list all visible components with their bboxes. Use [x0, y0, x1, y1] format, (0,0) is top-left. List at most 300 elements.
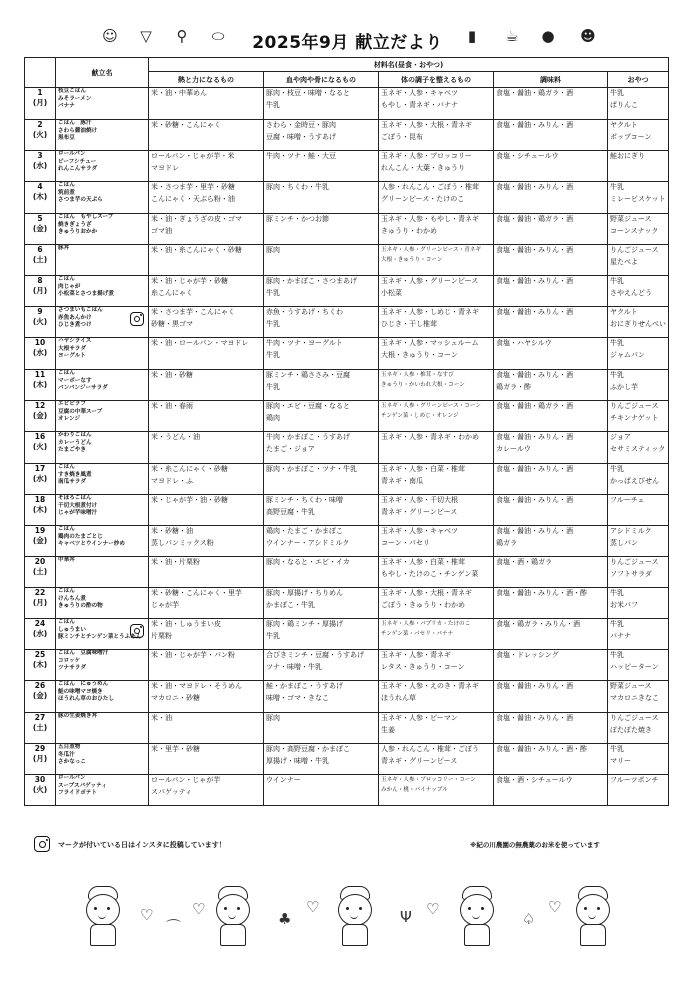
dish-cell: [56, 88, 149, 120]
dish-cell-line: ヨーグルト: [58, 353, 86, 360]
vitamin-cell: [379, 650, 494, 681]
energy-cell: [149, 338, 264, 370]
protein-cell-line: たまご・ジョア: [266, 444, 315, 453]
vitamin-cell-line: 玉ネギ・人参・パプリカ・たけのこ: [381, 621, 471, 627]
vitamin-cell-line: 玉ネギ・人参・えのき・青ネギ: [381, 682, 479, 690]
dish-cell-line: ロールパン: [58, 151, 86, 157]
table-row: [25, 588, 669, 619]
day-cell: [25, 88, 56, 120]
dish-cell-line: 筑前煮: [58, 189, 75, 196]
protein-cell-line: 豚肉: [266, 714, 280, 722]
weekday: (月): [32, 597, 48, 607]
protein-cell: [264, 120, 379, 151]
protein-cell: [264, 370, 379, 401]
protein-cell: [264, 650, 379, 681]
protein-cell-line: 豚肉・かまぼこ・ツナ・牛乳: [266, 465, 357, 473]
snack-cell-line: お米パフ: [610, 600, 638, 609]
energy-header: 熱と力になるもの: [149, 72, 264, 88]
child-illustration: [210, 886, 254, 946]
day-number: 6: [37, 245, 43, 254]
protein-cell: [264, 775, 379, 806]
energy-cell-line: 米・油・ロールパン・マヨドレ: [151, 339, 249, 347]
energy-cell-line: 砂糖・黒ゴマ: [151, 319, 193, 328]
day-cell: [25, 557, 56, 588]
menu-table: [24, 57, 669, 806]
protein-cell-line: 赤魚・うすあげ・ちくわ: [266, 308, 343, 316]
day-cell: [25, 214, 56, 245]
day-cell: [25, 338, 56, 370]
protein-cell: [264, 307, 379, 338]
snack-cell-line: 牛乳: [610, 651, 624, 659]
table-row: [25, 338, 669, 370]
protein-cell: [264, 401, 379, 432]
seasoning-cell-line: 食塩・醤油・鶏ガラ・酒: [496, 215, 573, 223]
dish-cell: [56, 495, 149, 526]
table-row: [25, 681, 669, 713]
heart-icon: ♡: [426, 900, 440, 918]
dish-cell: [56, 182, 149, 214]
dish-cell: [56, 526, 149, 557]
vitamin-cell: [379, 713, 494, 744]
day-number: 26: [34, 681, 46, 690]
child-illustration: [454, 886, 498, 946]
dish-cell-line: きゅうりの酢の物: [58, 603, 103, 610]
protein-cell-line: 牛乳: [266, 100, 280, 109]
heart-icon: ♡: [306, 898, 320, 916]
day-number: 1: [37, 88, 43, 97]
snack-cell-line: 牛乳: [610, 589, 624, 597]
energy-cell: [149, 744, 264, 775]
energy-cell: [149, 151, 264, 182]
day-cell: [25, 276, 56, 307]
vitamin-cell-line: 玉ネギ・人参・ピーマン: [381, 714, 458, 722]
day-number: 8: [37, 276, 43, 285]
dish-cell-line: さわら醤油焼け: [58, 127, 98, 134]
table-row: [25, 650, 669, 681]
snack-cell-line: りんごジュース: [610, 558, 659, 566]
seasoning-cell: [494, 182, 608, 214]
energy-cell: [149, 650, 264, 681]
snack-cell: [608, 744, 669, 775]
vitamin-cell-line: 大根・きゅうり・コーン: [381, 257, 443, 263]
energy-cell: [149, 619, 264, 650]
child-illustration: [332, 886, 376, 946]
instagram-icon: [34, 836, 50, 852]
dish-cell-line: けんちん煮: [58, 595, 86, 602]
dish-cell: [56, 151, 149, 182]
snack-cell-line: マカロニきなこ: [610, 693, 659, 702]
day-cell: [25, 120, 56, 151]
day-number: 29: [34, 744, 46, 753]
protein-cell: [264, 432, 379, 464]
snack-cell-line: マリー: [610, 756, 631, 765]
vitamin-cell-line: 玉ネギ・人参・ブロッコリー: [381, 152, 472, 160]
dish-cell-line: キャベツとウインナー炒め: [58, 541, 125, 548]
vitamin-cell-line: れんこん・大葉・きゅうり: [381, 163, 465, 172]
heart-icon: ♡: [548, 898, 562, 916]
seasoning-cell-line: 食塩・鶏ガラ・みりん・酒: [496, 620, 580, 628]
vitamin-cell-line: 玉ネギ・人参・白菜・椎茸: [381, 558, 465, 566]
dish-cell-line: ごはん もやしスープ: [58, 214, 114, 220]
protein-cell-line: 牛乳: [266, 319, 280, 328]
seasoning-cell: [494, 276, 608, 307]
snack-cell: [608, 775, 669, 806]
energy-cell: [149, 401, 264, 432]
vitamin-cell: [379, 214, 494, 245]
energy-cell-line: 米・砂糖・こんにゃく: [151, 121, 221, 129]
snack-cell-line: コーンスナック: [610, 226, 659, 235]
snack-cell: [608, 619, 669, 650]
seasoning-cell-line: 食塩・醤油・みりん・酒: [496, 714, 573, 722]
dish-cell-line: ハヤシライス: [58, 338, 92, 344]
instagram-icon: [130, 624, 144, 638]
dish-cell-line: カレーうどん: [58, 439, 92, 446]
seasoning-cell: [494, 464, 608, 495]
snack-cell-line: 牛乳: [610, 371, 624, 379]
vitamin-cell-line: 人参・れんこん・ごぼう・椎茸: [381, 183, 479, 191]
protein-cell-line: 牛肉・ツナ・ヨーグルト: [266, 339, 343, 347]
dish-cell-line: オレンジ: [58, 416, 81, 423]
day-cell: [25, 307, 56, 338]
day-number: 24: [34, 619, 46, 628]
dish-cell-line: バンバンジーサラダ: [58, 385, 108, 392]
snack-cell: [608, 401, 669, 432]
seasoning-cell-line: 食塩・シチュールウ: [496, 152, 559, 160]
dish-cell: [56, 464, 149, 495]
dish-cell-line: ごはん: [58, 619, 75, 625]
snack-cell: [608, 370, 669, 401]
child-illustration: [570, 886, 614, 946]
protein-cell-line: 鶏肉: [266, 413, 280, 422]
vitamin-cell-line: 玉ネギ・人参・大根・青ネギ: [381, 121, 472, 129]
energy-cell: [149, 557, 264, 588]
dish-cell: [56, 307, 149, 338]
dish-cell-line: ほうれん草のおひたし: [58, 696, 114, 703]
snack-cell-line: チキンナゲット: [610, 413, 659, 422]
energy-cell-line: 米・さつま芋・こんにゃく: [151, 308, 235, 316]
snack-cell-line: ぱりんこ: [610, 100, 638, 109]
vitamin-cell-line: みかん・桃・パイナップル: [381, 787, 448, 793]
day-number: 4: [37, 182, 43, 191]
day-cell: [25, 182, 56, 214]
energy-cell-line: ロールパン・じゃが芋・米: [151, 152, 235, 160]
protein-cell-line: 豚肉: [266, 246, 280, 254]
dish-cell-line: ごはん: [58, 464, 75, 470]
energy-cell: [149, 588, 264, 619]
seasoning-cell: [494, 526, 608, 557]
day-number: 25: [34, 650, 46, 659]
protein-cell-line: 牛乳: [266, 288, 280, 297]
dish-cell-line: ごはん: [58, 526, 75, 532]
snack-cell-line: ソフトサラダ: [610, 569, 652, 578]
vitamin-header: 体の調子を整えるもの: [379, 72, 494, 88]
weekday: (木): [32, 379, 48, 389]
seasoning-cell-line: カレールウ: [496, 444, 531, 453]
snack-cell-line: 牛乳: [610, 465, 624, 473]
energy-cell: [149, 495, 264, 526]
vitamin-cell: [379, 88, 494, 120]
energy-cell-line: 米・油・ぎょうざの皮・ゴマ: [151, 215, 242, 223]
vitamin-cell: [379, 681, 494, 713]
weekday: (月): [32, 285, 48, 295]
day-cell: [25, 370, 56, 401]
vitamin-cell-line: コーン・パセリ: [381, 538, 430, 547]
weekday: (土): [32, 254, 48, 264]
snack-cell: [608, 307, 669, 338]
day-number: 9: [37, 307, 43, 316]
day-cell: [25, 245, 56, 276]
seasoning-cell: [494, 557, 608, 588]
weekday: (水): [32, 473, 48, 483]
energy-cell: [149, 713, 264, 744]
energy-cell-line: 片栗粉: [151, 631, 172, 640]
snack-cell: [608, 245, 669, 276]
energy-cell-line: マカロニ・砂糖: [151, 693, 200, 702]
energy-cell: [149, 214, 264, 245]
dish-cell-line: ごはん: [58, 588, 75, 594]
seasoning-cell-line: 食塩・醤油・みりん・酒: [496, 183, 573, 191]
energy-cell-line: 米・油・糸こんにゃく・砂糖: [151, 246, 242, 254]
dish-cell-line: マーボーなす: [58, 377, 92, 384]
dish-cell-line: たまごやき: [58, 447, 86, 454]
snack-cell-line: フルーツポンチ: [610, 776, 659, 784]
dish-cell-line: すき焼き風煮: [58, 471, 92, 478]
snack-cell-line: さやえんどう: [610, 288, 652, 297]
vitamin-cell: [379, 557, 494, 588]
snack-cell-line: アシドミルク: [610, 527, 652, 535]
snack-cell: [608, 276, 669, 307]
seasoning-cell: [494, 401, 608, 432]
snack-cell: [608, 338, 669, 370]
page-title: 2025年9月 献立だより: [252, 33, 443, 53]
energy-cell-line: 米・油・じゃが芋・砂糖: [151, 277, 228, 285]
energy-cell: [149, 526, 264, 557]
table-row: [25, 88, 669, 120]
snack-cell-line: ポップコーン: [610, 132, 652, 141]
instagram-note: マークが付いている日はインスタに投稿しています！: [58, 841, 226, 849]
snack-cell: [608, 88, 669, 120]
day-number: 19: [34, 526, 46, 535]
seasoning-cell-line: 食塩・酒・シチュールウ: [496, 776, 573, 784]
protein-cell-line: ウインナー・アシドミルク: [266, 538, 350, 547]
dish-cell-line: 鮭の味噌マヨ焼き: [58, 688, 103, 695]
snack-cell: [608, 495, 669, 526]
energy-cell-line: ロールパン・じゃが芋: [151, 776, 221, 784]
table-row: [25, 713, 669, 744]
seasoning-cell: [494, 495, 608, 526]
snack-cell: [608, 526, 669, 557]
vitamin-cell: [379, 619, 494, 650]
dish-cell-line: ごはん にゅうめん: [58, 681, 109, 687]
seasoning-cell-line: 鶏ガラ・酢: [496, 382, 531, 391]
protein-cell-line: 牛肉・ツナ・鮭・大豆: [266, 152, 336, 160]
table-row: [25, 120, 669, 151]
dish-cell-line: きゅうりおかか: [58, 229, 98, 236]
bottle-icon: ▮: [467, 27, 477, 45]
protein-cell-line: 豚ミンチ・かつお節: [266, 215, 329, 223]
seasoning-cell: [494, 370, 608, 401]
vitamin-cell-line: 青ネギ・南瓜: [381, 476, 423, 485]
weekday: (金): [32, 223, 48, 233]
table-row: [25, 619, 669, 650]
vitamin-cell-line: もやし・青ネギ・バナナ: [381, 100, 458, 109]
protein-cell: [264, 495, 379, 526]
snack-header: おやつ: [608, 72, 669, 88]
dish-cell-line: さつまいもごはん: [58, 307, 103, 313]
seasoning-cell-line: 鶏ガラ: [496, 538, 517, 547]
seasoning-cell: [494, 245, 608, 276]
dish-cell-line: 豆腐の中華スープ: [58, 408, 103, 415]
day-cell: [25, 775, 56, 806]
fork-icon: Ψ: [400, 908, 412, 926]
vitamin-cell-line: 玉ネギ・人参・グリーンピース・コーン: [381, 403, 481, 409]
weekday: (木): [32, 659, 48, 669]
dish-cell: [56, 619, 149, 650]
protein-cell: [264, 88, 379, 120]
seasoning-cell: [494, 650, 608, 681]
protein-cell: [264, 744, 379, 775]
vitamin-cell-line: ごぼう・きゅうり・わかめ: [381, 600, 465, 609]
energy-cell: [149, 681, 264, 713]
vitamin-cell-line: 小松菜: [381, 288, 402, 297]
protein-cell-line: 豚ミンチ・鶏ささみ・豆腐: [266, 371, 350, 379]
dish-cell-line: 枝豆ごはん: [58, 88, 86, 94]
instagram-icon: [130, 312, 144, 326]
snack-cell-line: ジョア: [610, 433, 631, 441]
energy-cell: [149, 464, 264, 495]
seasoning-cell: [494, 744, 608, 775]
seasoning-cell-line: 食塩・醤油・みりん・酒: [496, 121, 573, 129]
dish-cell-line: 豚ミンチとチンゲン菜とうふあん: [58, 634, 142, 641]
snack-cell-line: 蒸しパン: [610, 538, 638, 547]
snack-cell: [608, 557, 669, 588]
day-cell: [25, 588, 56, 619]
table-row: [25, 401, 669, 432]
seasoning-cell-line: 食塩・醤油・みりん・酒・酢: [496, 745, 587, 753]
weekday: (土): [32, 722, 48, 732]
seasoning-cell-line: 食塩・ハヤシルウ: [496, 339, 552, 347]
protein-cell-line: 厚揚げ・味噌・牛乳: [266, 756, 329, 765]
whisk-icon: ⚲: [176, 27, 188, 45]
day-number: 3: [37, 151, 43, 160]
protein-cell-line: 豚肉・かまぼこ・さつまあげ: [266, 277, 357, 285]
energy-cell-line: 米・砂糖・油: [151, 527, 193, 535]
dish-cell-line: ごはん 豆腐味噌汁: [58, 650, 109, 656]
vitamin-cell-line: 玉ネギ・人参・キャベツ: [381, 527, 458, 535]
weekday: (水): [32, 628, 48, 638]
bread-icon: ⬭: [211, 27, 225, 45]
snack-cell: [608, 214, 669, 245]
vitamin-cell-line: グリーンピース・たけのこ: [381, 194, 465, 203]
weekday: (水): [32, 160, 48, 170]
day-cell: [25, 681, 56, 713]
day-cell: [25, 713, 56, 744]
weekday: (金): [32, 690, 48, 700]
vitamin-cell: [379, 120, 494, 151]
seasoning-cell-line: 食塩・醤油・みりん・酒: [496, 682, 573, 690]
vitamin-cell-line: 玉ネギ・人参・白菜・椎茸: [381, 465, 465, 473]
dish-cell: [56, 432, 149, 464]
protein-cell: [264, 151, 379, 182]
dish-cell: [56, 681, 149, 713]
seasoning-cell-line: 食塩・醤油・みりん・酒: [496, 246, 573, 254]
weekday: (月): [32, 97, 48, 107]
seasoning-cell: [494, 619, 608, 650]
weekday: (木): [32, 504, 48, 514]
dish-cell: [56, 650, 149, 681]
energy-cell: [149, 307, 264, 338]
snack-cell-line: 牛乳: [610, 745, 624, 753]
protein-cell-line: さわら・金時豆・豚肉: [266, 121, 336, 129]
vitamin-cell: [379, 464, 494, 495]
snack-cell-line: おにぎりせんべい: [610, 319, 666, 328]
dish-cell-line: エビピラフ: [58, 401, 86, 407]
snack-cell-line: 野菜ジュース: [610, 682, 652, 690]
day-number: 18: [34, 495, 46, 504]
energy-cell-line: 米・油・砂糖: [151, 371, 193, 379]
day-cell: [25, 464, 56, 495]
day-number: 10: [34, 338, 46, 347]
energy-cell-line: 米・砂糖・こんにゃく・里芋: [151, 589, 242, 597]
snack-cell-line: ヤクルト: [610, 121, 638, 129]
day-cell: [25, 151, 56, 182]
vitamin-cell: [379, 307, 494, 338]
protein-cell: [264, 681, 379, 713]
day-number: 22: [34, 588, 46, 597]
dish-cell-line: 赤魚あんかけ: [58, 314, 92, 321]
apple-icon: ●: [541, 27, 555, 45]
dish-cell-line: ロールパン: [58, 775, 86, 781]
energy-cell-line: 米・うどん・油: [151, 433, 200, 441]
day-number: 30: [34, 775, 46, 784]
energy-cell-line: スパゲッティ: [151, 787, 193, 796]
snack-cell-line: ぽたぽた焼き: [610, 725, 652, 734]
cook-kid-icon: ☻: [580, 27, 596, 45]
page-header: [0, 22, 695, 58]
protein-cell-line: 高野豆腐・牛乳: [266, 507, 315, 516]
seasoning-cell: [494, 432, 608, 464]
snack-cell-line: 星たべよ: [610, 257, 638, 266]
mug-icon: ☕: [505, 27, 519, 45]
dish-cell-line: 千切大根煮付け: [58, 502, 98, 509]
snack-cell-line: バナナ: [610, 631, 631, 640]
protein-cell-line: 鶏肉・たまご・かまぼこ: [266, 527, 343, 535]
seasoning-cell-line: 食塩・醤油・鶏ガラ・酒: [496, 89, 573, 97]
vitamin-cell: [379, 276, 494, 307]
dish-cell-line: ひじき煮つけ: [58, 322, 92, 329]
weekday: (月): [32, 753, 48, 763]
dish-cell-line: ごはん: [58, 370, 75, 376]
vitamin-cell: [379, 370, 494, 401]
day-number: 20: [34, 557, 46, 566]
day-cell: [25, 495, 56, 526]
dish-cell: [56, 214, 149, 245]
weekday: (火): [32, 129, 48, 139]
seasoning-cell: [494, 120, 608, 151]
dish-cell-line: 冬瓜汁: [58, 751, 75, 758]
table-row: [25, 370, 669, 401]
child-illustration: [80, 886, 124, 946]
weekday: (金): [32, 535, 48, 545]
snack-cell: [608, 713, 669, 744]
vitamin-cell-line: 玉ネギ・人参・グリーンピース・青ネギ: [381, 247, 482, 253]
dish-cell: [56, 120, 149, 151]
dish-cell-line: じゃが芋味噌汁: [58, 510, 98, 517]
vitamin-cell: [379, 338, 494, 370]
dish-cell-line: 焼きぎょうざ: [58, 221, 92, 228]
seasoning-cell-line: 食塩・醤油・みりん・酒: [496, 496, 573, 504]
vitamin-cell-line: 玉ネギ・人参・大根・青ネギ: [381, 589, 472, 597]
